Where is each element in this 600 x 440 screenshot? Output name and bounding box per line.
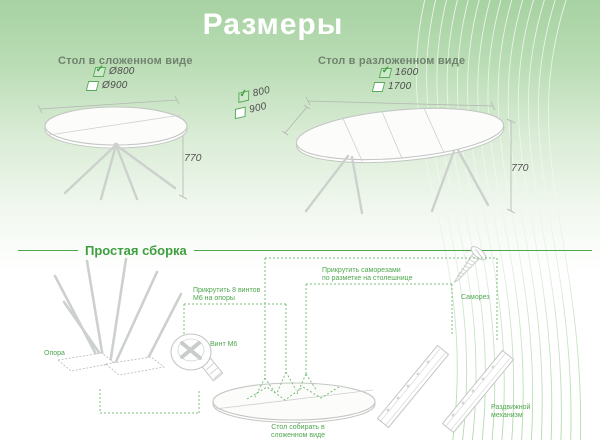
page-title: Размеры — [202, 8, 344, 41]
bolts-note-line1: Прикрутить 8 винтов — [193, 287, 261, 294]
fold-note-line1: Стол собирать в — [271, 424, 325, 431]
unfolded-width-options — [237, 85, 276, 122]
bolts-note-line2: М6 на опоры — [193, 294, 235, 302]
option-label: Ø900 — [102, 80, 128, 91]
slide-rail-icon — [366, 336, 538, 434]
fold-note — [248, 424, 348, 439]
unfolded-length-option-1700 — [373, 81, 411, 92]
screws-note — [322, 267, 412, 282]
folded-tabletop-drawing — [203, 363, 391, 425]
divider-line — [18, 250, 78, 251]
folded-table-drawing — [28, 92, 213, 210]
bolt-label: Винт М6 — [210, 341, 238, 348]
unfolded-table-drawing — [280, 92, 538, 217]
option-label: 1600 — [395, 67, 419, 78]
folded-height-dimension: 770 — [184, 152, 202, 164]
screw-icon — [441, 243, 499, 301]
option-label: 800 — [251, 84, 272, 100]
checkbox-unchecked-icon[interactable] — [372, 82, 385, 92]
assembly-section-title: Простая сборка — [85, 243, 187, 258]
screw-label: Саморез — [461, 294, 490, 301]
mechanism-label-line2: механизм — [491, 411, 523, 419]
checkbox-unchecked-icon[interactable] — [235, 106, 246, 119]
checkbox-unchecked-icon[interactable] — [86, 81, 99, 91]
screws-note-line2: по разметке на столешнице — [322, 274, 413, 282]
checkbox-checked-icon[interactable] — [93, 67, 106, 77]
option-label: 900 — [248, 100, 268, 116]
folded-section-title: Стол в сложенном виде — [58, 55, 193, 67]
divider-line — [194, 250, 592, 251]
mechanism-label — [491, 404, 530, 419]
support-label: Опора — [44, 350, 65, 357]
folded-option-800 — [94, 66, 135, 77]
checkbox-checked-icon[interactable] — [379, 68, 392, 78]
folded-option-900 — [87, 80, 128, 91]
option-label: Ø800 — [109, 66, 135, 77]
bolts-note — [193, 287, 260, 302]
unfolded-length-option-1600 — [380, 67, 418, 78]
screws-note-line1: Прикрутить саморезами — [322, 267, 401, 274]
mechanism-label-line1: Раздвижной — [491, 404, 531, 411]
checkbox-checked-icon[interactable] — [238, 90, 249, 103]
unfolded-section-title: Стол в разложенном виде — [318, 55, 466, 67]
unfolded-height-dimension: 770 — [511, 162, 529, 174]
option-label: 1700 — [388, 81, 412, 92]
fold-note-line2: сложенном виде — [270, 431, 326, 439]
